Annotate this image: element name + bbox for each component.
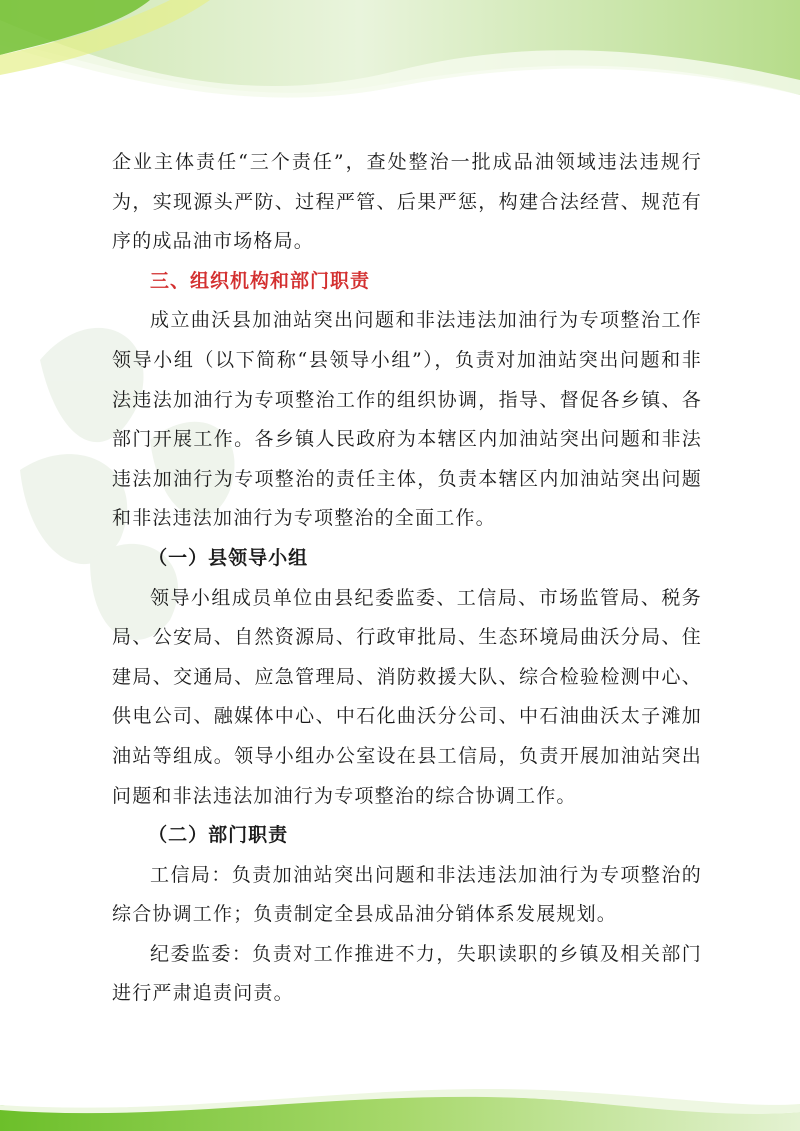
subsection-heading-1: （一）县领导小组 <box>148 546 309 569</box>
document-body <box>112 143 702 1014</box>
section-paragraph: 成立曲沃县加油站突出问题和非法违法加油行为专项整治工作领导小组（以下简称“县领导小组”），负责对加油站突出问题和非法违法加油行为专项整治工作的组织协调，指导、督促各乡镇、各部门开展工作。各乡镇人民政府为本辖区内加油站突出问题和非法违法加油行为专项整治的责任主体，负责本辖区内加油站突出问题和非法违法加油行为专项整治的全面工作。 <box>112 309 702 530</box>
duty-paragraph-jiwei: 纪委监委：负责对工作推进不力，失职读职的乡镇及相关部门进行严肃追责问责。 <box>112 942 702 1005</box>
subsection-heading-2: （二）部门职责 <box>148 824 289 847</box>
section-heading: 三、组织机构和部门职责 <box>150 269 371 292</box>
duty-paragraph-gongxinju: 工信局：负责加油站突出问题和非法违法加油行为专项整治的综合协调工作；负责制定全县成品油分销体系发展规划。 <box>112 863 702 926</box>
subsection-paragraph-1: 领导小组成员单位由县纪委监委、工信局、市场监管局、税务局、公安局、自然资源局、行政审批局、生态环境局曲沃分局、住建局、交通局、应急管理局、消防救援大队、综合检验检测中心、供电公司、融媒体中心、中石化曲沃分公司、中石油曲沃太子滩加油站等组成。领导小组办公室设在县工信局，负责开展加油站突出问题和非法违法加油行为专项整治的综合协调工作。 <box>112 586 702 807</box>
intro-paragraph: 企业主体责任“三个责任”，查处整治一批成品油领域违法违规行为，实现源头严防、过程严管、后果严惩，构建合法经营、规范有序的成品油市场格局。 <box>112 151 702 253</box>
